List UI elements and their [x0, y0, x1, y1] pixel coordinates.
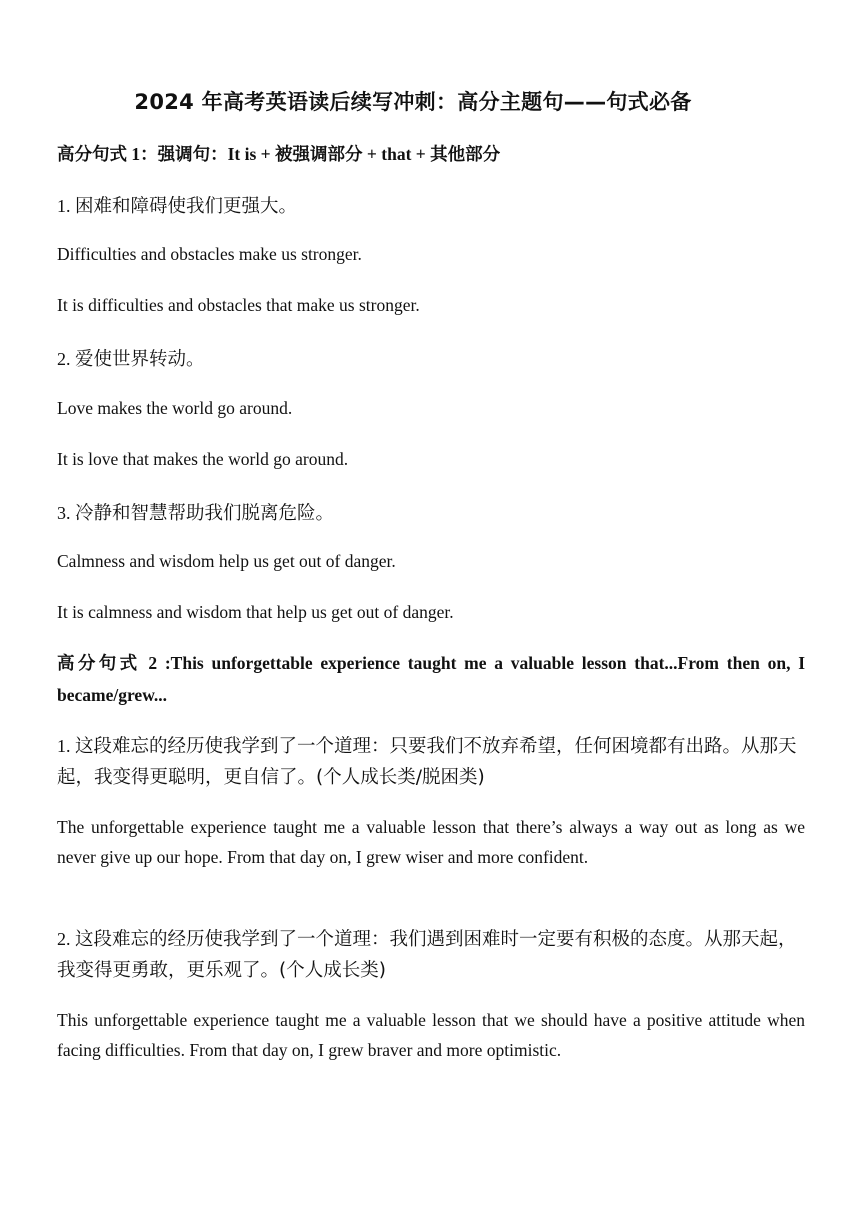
chinese-sentence: 这段难忘的经历使我学到了一个道理：我们遇到困难时一定要有积极的态度。从那天起，我变得更勇敢，更乐观了。(个人成长类) — [57, 929, 797, 981]
section-1-example-2-english-plain: Love makes the world go around. — [57, 398, 293, 418]
section-1-heading — [57, 141, 805, 166]
section-1-example-1-english-plain: Difficulties and obstacles make us stronger. — [57, 244, 362, 264]
section-2-heading — [57, 648, 805, 712]
chinese-sentence: 困难和障碍使我们更强大。 — [75, 196, 298, 217]
section-1-example-2-english-emphatic: It is love that makes the world go around. — [57, 449, 349, 469]
chinese-sentence: 这段难忘的经历使我学到了一个道理：只要我们不放弃希望，任何困境都有出路。从那天起，我变得更聪明，更自信了。(个人成长类/脱困类) — [57, 736, 797, 788]
section-2-example-2-english: This unforgettable experience taught me a valuable lesson that we should have a positive attitude when facing difficulties. From that day on, I grew braver and more optimistic. — [57, 1010, 805, 1060]
section-1-example-3-chinese — [57, 499, 805, 525]
section-2-heading-label: 高分句式 — [57, 654, 141, 674]
example-number: 2. — [57, 349, 75, 369]
section-1-pattern-it-is: It is + — [227, 144, 276, 164]
document-title: 2024 年高考英语读后续写冲刺：高分主题句——句式必备 — [134, 90, 692, 114]
example-number: 1. — [57, 196, 75, 216]
chinese-sentence: 冷静和智慧帮助我们脱离危险。 — [75, 503, 335, 524]
section-1-pattern-rest: 其他部分 — [430, 145, 501, 165]
example-number: 1. — [57, 736, 75, 756]
section-1-example-1-chinese — [57, 192, 805, 218]
section-1-pattern-emphasized: 被强调部分 — [275, 145, 363, 165]
section-1-heading-type: 强调句： — [157, 145, 228, 165]
section-1-heading-num: 1： — [127, 144, 158, 164]
section-1-example-3-english-plain: Calmness and wisdom help us get out of danger. — [57, 551, 396, 571]
example-number: 2. — [57, 929, 75, 949]
example-number: 3. — [57, 503, 75, 523]
section-1-heading-label: 高分句式 — [57, 145, 127, 165]
section-2-example-1-english: The unforgettable experience taught me a valuable lesson that there’s always a way out as long as we never give up our hope. From that day on, I grew wiser and more confident. — [57, 817, 805, 867]
chinese-sentence: 爱使世界转动。 — [75, 349, 205, 370]
section-2-heading-pattern: 2 :This unforgettable experience taught me a valuable lesson that...From then on, I became/grew... — [57, 653, 806, 705]
section-2-example-2-chinese — [57, 924, 805, 986]
section-1-example-1-english-emphatic: It is difficulties and obstacles that make us stronger. — [57, 295, 420, 315]
section-2-example-1-chinese — [57, 731, 805, 793]
section-1-pattern-that: + that + — [362, 144, 431, 164]
section-1-example-3-english-emphatic: It is calmness and wisdom that help us get out of danger. — [57, 602, 454, 622]
section-1-example-2-chinese — [57, 345, 805, 371]
